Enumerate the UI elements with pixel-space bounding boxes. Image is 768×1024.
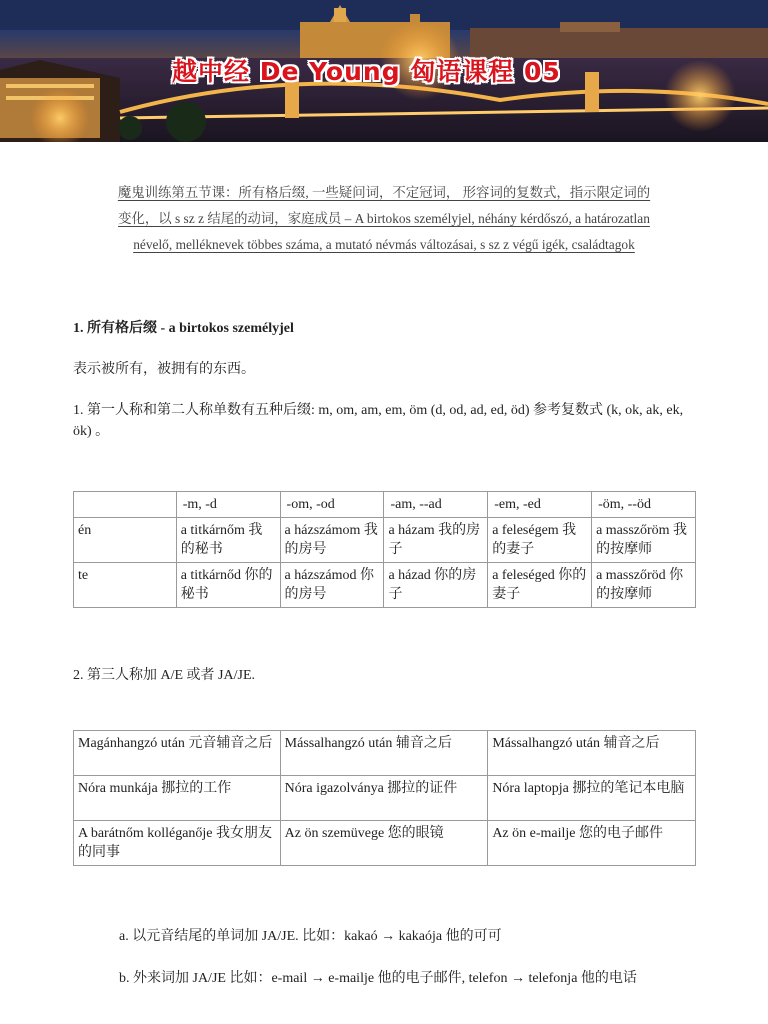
- header-banner: [0, 0, 768, 142]
- note-b: b. 外来词加 JA/JE 比如：e-mail → e-mailje 他的电子邮件, telefon → telefonja 他的电话: [119, 971, 637, 986]
- section-1-heading: 1. 所有格后缀 - a birtokos személyjel: [73, 321, 294, 336]
- table-cell: Nóra igazolványa 挪拉的证件: [280, 776, 488, 821]
- table-cell: Nóra munkája 挪拉的工作: [74, 776, 281, 821]
- table-cell: a házszámom 我的房号: [280, 518, 384, 563]
- subtitle-line-1: 魔鬼训练第五节课：所有格后缀, 一些疑问词，不定冠词， 形容词的复数式，指示限定词的: [117, 185, 651, 200]
- table-header-cell: -om, -od: [280, 492, 384, 518]
- table-cell: a házad 你的房子: [384, 563, 488, 608]
- table-cell: Az ön szemüvege 您的眼镜: [280, 821, 488, 866]
- table-row: [74, 776, 696, 821]
- banner-title: 越中经 De Young 匈语课程 05: [172, 57, 561, 86]
- table-cell: én: [74, 518, 177, 563]
- subtitle-line-3: névelő, melléknevek többes száma, a mutató névmás változásai, s sz z végű igék, családtagok: [133, 237, 635, 252]
- subtitle-line-2: 变化，以 s sz z 结尾的动词，家庭成员 – A birtokos személyjel, néhány kérdőszó, a határozatlan: [118, 211, 650, 226]
- table-header-cell: [74, 492, 177, 518]
- third-person-table: [73, 730, 696, 866]
- table-cell: Az ön e-mailje 您的电子邮件: [488, 821, 696, 866]
- table-header-cell: -em, -ed: [488, 492, 592, 518]
- table-cell: a házam 我的房子: [384, 518, 488, 563]
- section-1-intro: 表示被所有，被拥有的东西。: [73, 362, 255, 377]
- table-header-row: [74, 492, 696, 518]
- table-cell: Magánhangzó után 元音辅音之后: [74, 731, 281, 776]
- table-header-cell: -am, --ad: [384, 492, 488, 518]
- table-cell: a masszőröd 你的按摩师: [592, 563, 696, 608]
- table-cell: Mássalhangzó után 辅音之后: [280, 731, 488, 776]
- table-cell: a feleséged 你的妻子: [488, 563, 592, 608]
- table-row: [74, 821, 696, 866]
- table-cell: Mássalhangzó után 辅音之后: [488, 731, 696, 776]
- table-cell: a házszámod 你的房号: [280, 563, 384, 608]
- table-header-cell: -m, -d: [176, 492, 280, 518]
- section-1-rule: 1. 第一人称和第二人称单数有五种后缀: m, om, am, em, öm (d, od, ad, ed, öd) 参考复数式 (k, ok, ak, ek, ök) 。: [73, 403, 684, 439]
- table-row: [74, 518, 696, 563]
- section-2-heading: 2. 第三人称加 A/E 或者 JA/JE.: [73, 668, 255, 683]
- table-cell: A barátnőm kolléganője 我女朋友的同事: [74, 821, 281, 866]
- table-row: [74, 563, 696, 608]
- table-header-cell: -öm, --öd: [592, 492, 696, 518]
- table-cell: te: [74, 563, 177, 608]
- note-a: a. 以元音结尾的单词加 JA/JE. 比如：kakaó → kakaója 他的可可: [119, 929, 502, 944]
- table-cell: a titkárnőm 我的秘书: [176, 518, 280, 563]
- lesson-subtitle: [72, 180, 696, 258]
- possessive-suffix-table: [73, 491, 696, 608]
- table-cell: a masszőröm 我的按摩师: [592, 518, 696, 563]
- table-row: [74, 731, 696, 776]
- table-cell: a feleségem 我的妻子: [488, 518, 592, 563]
- table-cell: Nóra laptopja 挪拉的笔记本电脑: [488, 776, 696, 821]
- table-cell: a titkárnőd 你的秘书: [176, 563, 280, 608]
